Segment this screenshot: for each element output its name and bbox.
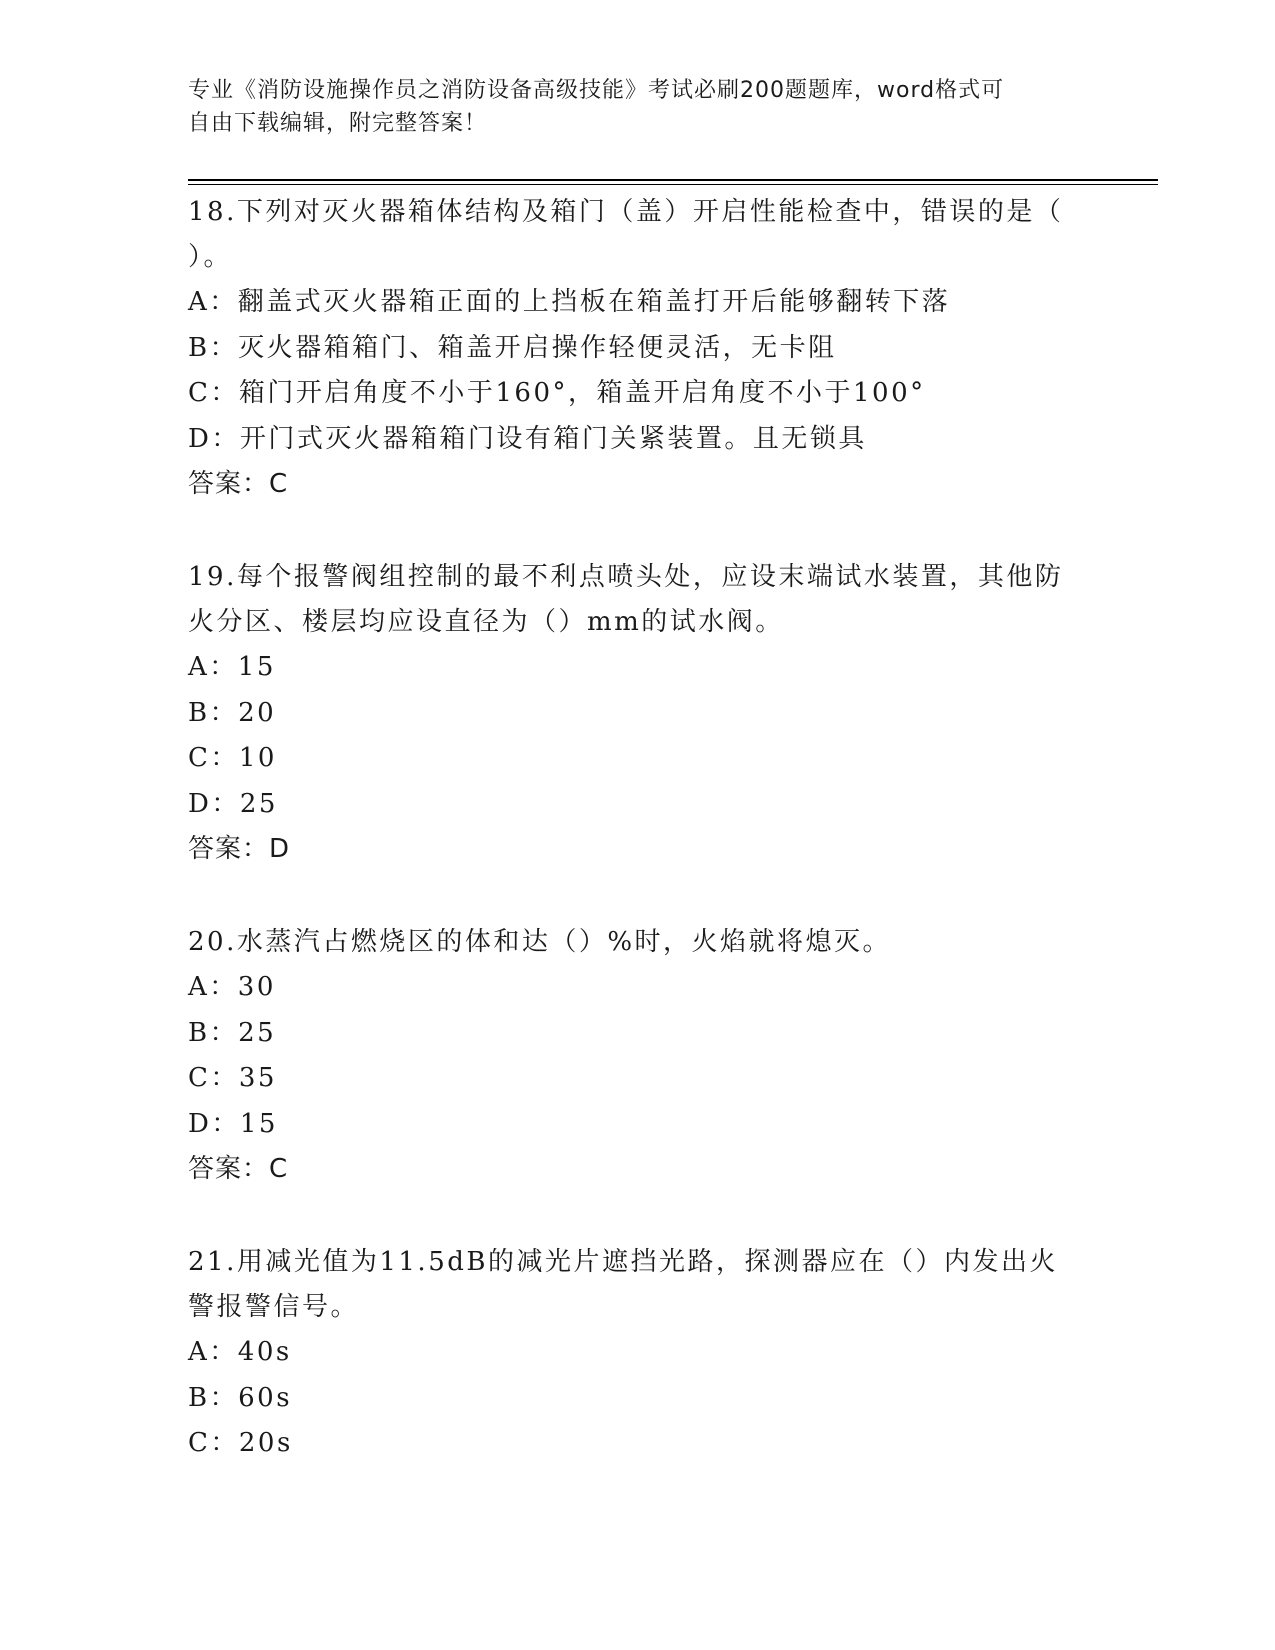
option-c: C：35: [188, 1063, 277, 1093]
question-stem: 19.每个报警阀组控制的最不利点喷头处，应设末端试水装置，其他防: [188, 562, 1064, 592]
answer-line: 答案：D: [188, 834, 291, 864]
option-c: C：20s: [188, 1428, 293, 1458]
header-divider-thin: [188, 184, 1158, 185]
option-a: A：翻盖式灭火器箱正面的上挡板在箱盖打开后能够翻转下落: [188, 287, 951, 317]
option-d: D：开门式灭火器箱箱门设有箱门关紧装置。且无锁具: [188, 423, 867, 454]
option-a: A：15: [188, 652, 276, 682]
document-header: [188, 74, 1088, 140]
option-a: A：40s: [188, 1337, 292, 1367]
answer-line: 答案：C: [188, 469, 289, 499]
option-b: B：20: [188, 697, 277, 728]
header-line-2: 自由下载编辑，附完整答案！: [188, 111, 488, 136]
question-stem: 21.用减光值为11.5dB的减光片遮挡光路，探测器应在（）内发出火: [188, 1247, 1058, 1277]
option-c: C：箱门开启角度不小于160°，箱盖开启角度不小于100°: [188, 378, 926, 408]
option-d: D：25: [188, 788, 278, 819]
option-a: A：30: [188, 972, 276, 1002]
header-divider-thick: [188, 179, 1158, 181]
question-stem: 20.水蒸汽占燃烧区的体和达（）%时，火焰就将熄灭。: [188, 927, 892, 957]
question-20: [188, 920, 1088, 1192]
question-stem-continued: 火分区、楼层均应设直径为（）mm的试水阀。: [188, 607, 784, 637]
option-b: B：60s: [188, 1382, 293, 1413]
option-c: C：10: [188, 743, 277, 773]
question-18: [188, 190, 1088, 507]
answer-line: 答案：C: [188, 1154, 289, 1184]
question-21: [188, 1240, 1088, 1467]
question-stem: 18.下列对灭火器箱体结构及箱门（盖）开启性能检查中，错误的是（: [188, 197, 1064, 227]
question-list: [188, 190, 1088, 1515]
option-b: B：灭火器箱箱门、箱盖开启操作轻便灵活，无卡阻: [188, 332, 837, 363]
header-line-1: 专业《消防设施操作员之消防设备高级技能》考试必刷200题题库，word格式可: [188, 78, 1005, 103]
question-stem-continued: ）。: [188, 242, 233, 272]
question-19: [188, 555, 1088, 872]
question-stem-continued: 警报警信号。: [188, 1292, 360, 1322]
option-d: D：15: [188, 1108, 278, 1139]
option-b: B：25: [188, 1017, 277, 1048]
